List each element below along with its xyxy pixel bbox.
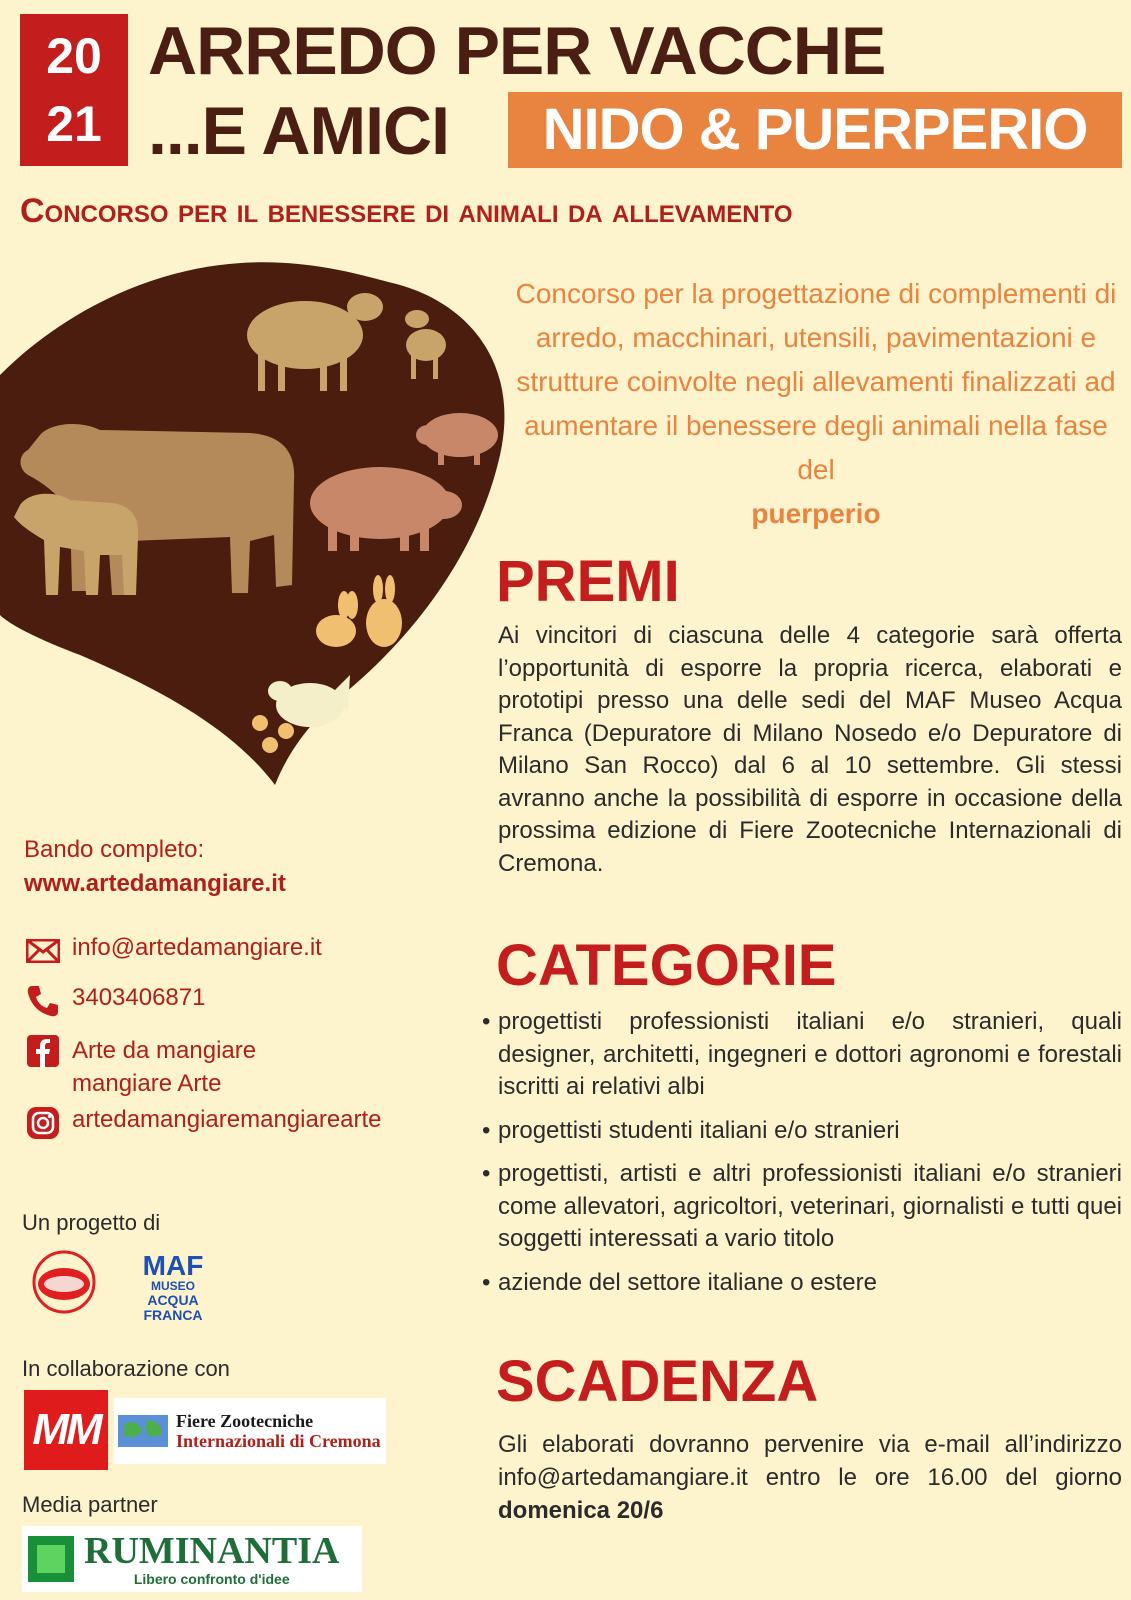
ruminantia-square-icon [28,1536,74,1582]
premi-text: Ai vincitori di ciascuna delle 4 categorie sarà offerta l’opportunità di esporre la propria ricerca, elaborati e prototipi presso una delle sedi del MAF Museo Acqua Franca (Depuratore di Milano Nosedo e/o Depuratore di Milano San Rocco) dal 6 al 10 settembre. Gli stessi avranno anche la possibilità di esporre in occasione della prossima edizione di Fiere Zootecniche Internazionali di Cremona. [498,622,1122,877]
ruminantia-text [84,1531,339,1587]
list-item: • aziende del settore italiane o estere [480,1267,1122,1300]
contact-facebook[interactable] [24,1034,256,1100]
title-line-1: ARREDO PER VACCHE [148,13,886,89]
contact-facebook-names [72,1034,256,1100]
premi-heading: PREMI [496,549,680,614]
facebook-icon [24,1034,62,1068]
list-item: • progettisti studenti italiani e/o stranieri [480,1115,1122,1148]
ruminantia-logo [22,1526,362,1592]
year-top: 20 [46,28,102,84]
fiere-logo [114,1398,386,1464]
categorie-list [480,1006,1122,1310]
fiere-logo-text [176,1411,381,1451]
facebook-line-1: Arte da mangiare [72,1037,257,1064]
ruminantia-name: RUMINANTIA [84,1530,340,1572]
contact-phone[interactable] [24,984,205,1018]
intro-text-block [510,272,1122,536]
mail-icon [24,934,62,968]
scadenza-text: Gli elaborati dovranno pervenire via e-mail all’indirizzo info@artedamangiare.it entro le ore 16.00 del giorno [498,1431,1122,1491]
scadenza-date: domenica 20/6 [498,1497,664,1524]
mm-logo: MM [24,1390,108,1470]
theme-badge: NIDO & PUERPERIO [508,92,1122,168]
bando-link[interactable]: www.artedamangiare.it [24,870,286,897]
facebook-line-2: mangiare Arte [72,1070,222,1097]
intro-text: Concorso per la progettazione di complementi di arredo, macchinari, utensili, pavimentazioni e strutture coinvolte negli allevamenti finalizzati ad aumentare il benessere degli animali nella fase del [515,278,1117,485]
contact-instagram[interactable] [24,1106,382,1140]
contact-instagram-text: artedamangiaremangiarearte [72,1106,382,1133]
contact-email-text: info@artedamangiare.it [72,934,322,961]
maf-logo [118,1250,228,1323]
ruminantia-tag: Libero confronto d'idee [133,1571,290,1587]
list-item: • progettisti, artisti e altri professionisti italiani e/o stranieri come allevatori, agricoltori, veterinari, giornalisti e tutti quei soggetti interessati a vario titolo [480,1158,1122,1256]
media-label: Media partner [22,1492,158,1517]
scadenza-text-block [498,1428,1122,1527]
intro-highlight: puerperio [751,498,881,529]
contact-phone-text: 3403406871 [72,984,206,1011]
movimento-logo [24,1240,104,1320]
maf-logo-name: MAF [142,1250,204,1281]
page-subtitle: Concorso per il benessere di animali da allevamento [20,192,793,230]
year-bottom: 21 [46,96,102,152]
phone-icon [24,984,62,1018]
scadenza-heading: SCADENZA [496,1349,819,1414]
categorie-heading: CATEGORIE [496,933,837,998]
contact-email[interactable] [24,934,322,968]
bando-label: Bando completo: [24,836,205,863]
heart-animals-illustration [0,255,520,795]
maf-logo-sub2: ACQUA FRANCA [143,1292,203,1323]
title-line-2: ...E AMICI [148,93,450,169]
globe-icon [118,1411,168,1451]
list-item: • progettisti professionisti italiani e/o stranieri, quali designer, architetti, ingegneri e dottori agronomi e forestali iscritti ai relativi albi [480,1006,1122,1104]
fiere-line-2: Internazionali di Cremona [176,1431,381,1451]
year-badge [20,14,128,166]
collab-label: In collaborazione con [22,1356,230,1381]
instagram-icon [24,1106,62,1140]
maf-logo-sub1: MUSEO [150,1279,195,1293]
progetto-label: Un progetto di [22,1210,161,1235]
fiere-line-1: Fiere Zootecniche [176,1411,314,1431]
